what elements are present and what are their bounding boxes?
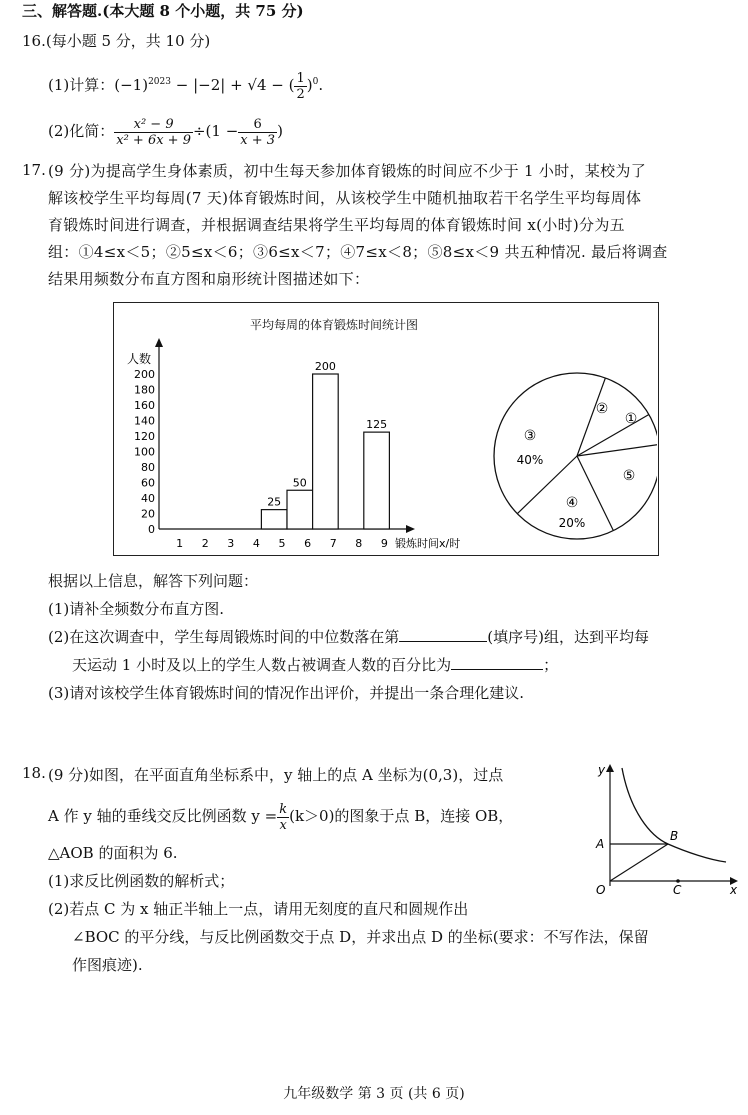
x-tick-label: 7: [329, 537, 337, 550]
q16-part1-exp: 2023: [148, 77, 171, 87]
q17-line4: 组：①4≤x＜5；②5≤x＜6；③6≤x＜7；④7≤x＜8；⑤8≤x＜9 共五种情况. 最后将调查: [48, 243, 668, 261]
q16-part2-fraction: [114, 117, 193, 148]
label-B: B: [670, 829, 679, 843]
q18-line2-b: (k＞0)的图象于点 B，连接 OB，: [289, 807, 514, 825]
q18-line2-a: A 作 y 轴的垂线交反比例函数 y =: [48, 807, 278, 825]
section-title: 三、解答题.: [22, 2, 103, 20]
q16-part2-label: (2)化简：: [48, 122, 115, 140]
y-tick-label: 20: [141, 507, 155, 521]
segment-OB: [610, 844, 668, 881]
figure-box: [113, 302, 659, 556]
pie-sector-label: ⑤: [622, 468, 636, 484]
q18-figure: [590, 756, 742, 900]
label-A: A: [596, 837, 605, 851]
q16-part2-fraction2: [238, 117, 277, 148]
pie-sector-label: ①: [624, 411, 638, 427]
y-tick-label: 0: [148, 523, 155, 536]
y-tick-label: 40: [141, 492, 155, 505]
q18-line3: △AOB 的面积为 6.: [48, 844, 178, 862]
pie-sector-percent: 20%: [558, 516, 586, 530]
x-tick-label: 3: [227, 537, 235, 550]
y-tick-label: 160: [134, 399, 155, 412]
section-note: (本大题 8 个小题，共 75 分): [102, 2, 304, 20]
hyperbola-curve: [622, 768, 726, 862]
x-tick-label: 4: [252, 537, 260, 550]
q17-number: 17.: [22, 161, 46, 179]
fraction-numerator: k: [279, 801, 288, 817]
bar-value-label: 50: [292, 476, 307, 490]
x-tick-label: 9: [380, 537, 388, 550]
q17-stem: [48, 158, 738, 293]
q17-sub2-text-d: ；: [543, 656, 559, 674]
pie-sector-label: ③: [523, 428, 537, 444]
q16-part2: [48, 110, 283, 152]
hist-y-label: 人数: [127, 352, 152, 366]
hist-x-label: 锻炼时间x/时: [395, 537, 461, 550]
label-y: y: [598, 763, 606, 777]
q17-line1: (9 分)为提高学生身体素质，初中生每天参加体育锻炼的时间应不少于 1 小时，某校为了: [48, 162, 646, 180]
q17-after: 根据以上信息，解答下列问题：: [48, 572, 259, 590]
pie-sector-percent: 40%: [516, 453, 544, 467]
y-tick-label: 140: [134, 414, 155, 428]
y-tick-label: 80: [141, 461, 155, 474]
answer-blank-percent[interactable]: [451, 655, 543, 670]
q17-sub2-text-b: (填序号)组，达到平均每: [487, 628, 649, 646]
q16-part1-close: ): [306, 76, 313, 94]
q16-part1-rest: − |−2| + √4 − (: [170, 76, 295, 94]
q16-header: [22, 30, 210, 51]
y-tick-label: 100: [134, 445, 155, 459]
q16-part1-base: (−1): [114, 76, 149, 94]
q18-sub2a: (2)若点 C 为 x 轴正半轴上一点，请用无刻度的直尺和圆规作出: [48, 900, 469, 918]
answer-blank-group[interactable]: [399, 627, 487, 642]
fraction-denominator: 2: [296, 86, 305, 102]
q16-number: 16.: [22, 32, 46, 50]
x-tick-label: 2: [201, 537, 209, 550]
pie-sector-label: ④: [565, 495, 579, 511]
stats-figure: [114, 303, 657, 554]
histogram-bar: [313, 374, 339, 529]
q17-sub1: (1)请补全频数分布直方图.: [48, 600, 225, 618]
q17-line2: 解该校学生平均每周(7 天)体育锻炼时间，从该校学生中随机抽取若干名学生平均每周体: [48, 189, 642, 207]
label-C: C: [673, 883, 682, 896]
q18-number: 18.: [22, 764, 46, 782]
fraction-numerator: x² − 9: [114, 117, 193, 133]
q17-sub3: (3)请对该校学生体育锻炼时间的情况作出评价，并提出一条合理化建议.: [48, 684, 525, 702]
pie-sector-label: ②: [595, 401, 609, 417]
q16-part1-label: (1)计算：: [48, 76, 115, 94]
histogram-bar: [364, 432, 390, 529]
q17-line5: 结果用频数分布直方图和扇形统计图描述如下：: [48, 270, 370, 288]
q18-line2: [48, 796, 513, 836]
histogram-bar: [287, 490, 313, 529]
label-x: x: [730, 883, 738, 896]
q18-line1: (9 分)如图，在平面直角坐标系中，y 轴上的点 A 坐标为(0,3)，过点: [48, 766, 504, 784]
fraction-numerator: 1: [296, 70, 305, 86]
bar-value-label: 200: [314, 360, 336, 373]
chart-title: 平均每周的体育锻炼时间统计图: [249, 318, 419, 332]
q18-sub2b: ∠BOC 的平分线，与反比例函数交于点 D，并求出点 D 的坐标(要求：不写作法，保留: [72, 928, 649, 946]
q17-sub2-text-a: (2)在这次调查中，学生每周锻炼时间的中位数落在第: [48, 628, 400, 646]
bar-value-label: 25: [267, 495, 282, 509]
coordinate-figure: [590, 756, 742, 896]
y-tick-label: 120: [134, 430, 155, 443]
x-tick-label: 6: [304, 537, 312, 550]
hist-y-arrow: [155, 338, 163, 347]
y-tick-label: 180: [134, 383, 155, 397]
fraction-denominator: x + 3: [240, 132, 276, 148]
x-tick-label: 5: [278, 537, 286, 550]
q16-part1: [48, 62, 323, 102]
histogram-bar: [261, 510, 287, 529]
fraction-denominator: x² + 6x + 9: [116, 132, 191, 148]
q18-fraction: [277, 802, 289, 833]
label-O: O: [596, 883, 606, 896]
y-tick-label: 200: [134, 368, 155, 381]
y-tick-label: 60: [141, 476, 155, 490]
q17-sub2-text-c: 天运动 1 小时及以上的学生人数占被调查人数的百分比为: [72, 656, 452, 674]
q16-part2-mid: ÷(1 −: [192, 122, 239, 140]
page-footer: 九年级数学 第 3 页 (共 6 页): [283, 1086, 465, 1102]
histogram: [127, 338, 460, 550]
pie-chart: [494, 373, 657, 539]
q16-part1-fraction: [294, 71, 306, 102]
q16-part1-exp2: 0: [312, 77, 319, 87]
q16-part1-tail: .: [318, 76, 324, 94]
q17-sub2-cont: [72, 654, 558, 675]
hist-x-arrow: [406, 525, 415, 533]
q17-sub2: [48, 626, 649, 647]
q18-sub1: (1)求反比例函数的解析式；: [48, 872, 235, 890]
bar-value-label: 125: [366, 418, 388, 432]
fraction-numerator: 6: [238, 117, 277, 133]
q18-sub2c: 作图痕迹).: [72, 956, 143, 974]
fraction-denominator: x: [279, 817, 287, 833]
x-tick-label: 1: [176, 537, 184, 550]
y-axis-arrow: [606, 764, 614, 772]
q16-points: (每小题 5 分，共 10 分): [45, 32, 211, 50]
section-heading: [22, 0, 304, 21]
q16-part2-close: ): [277, 122, 283, 140]
x-tick-label: 8: [355, 537, 363, 550]
q17-line3: 育锻炼时间进行调查，并根据调查结果将学生平均每周的体育锻炼时间 x(小时)分为五: [48, 216, 625, 234]
